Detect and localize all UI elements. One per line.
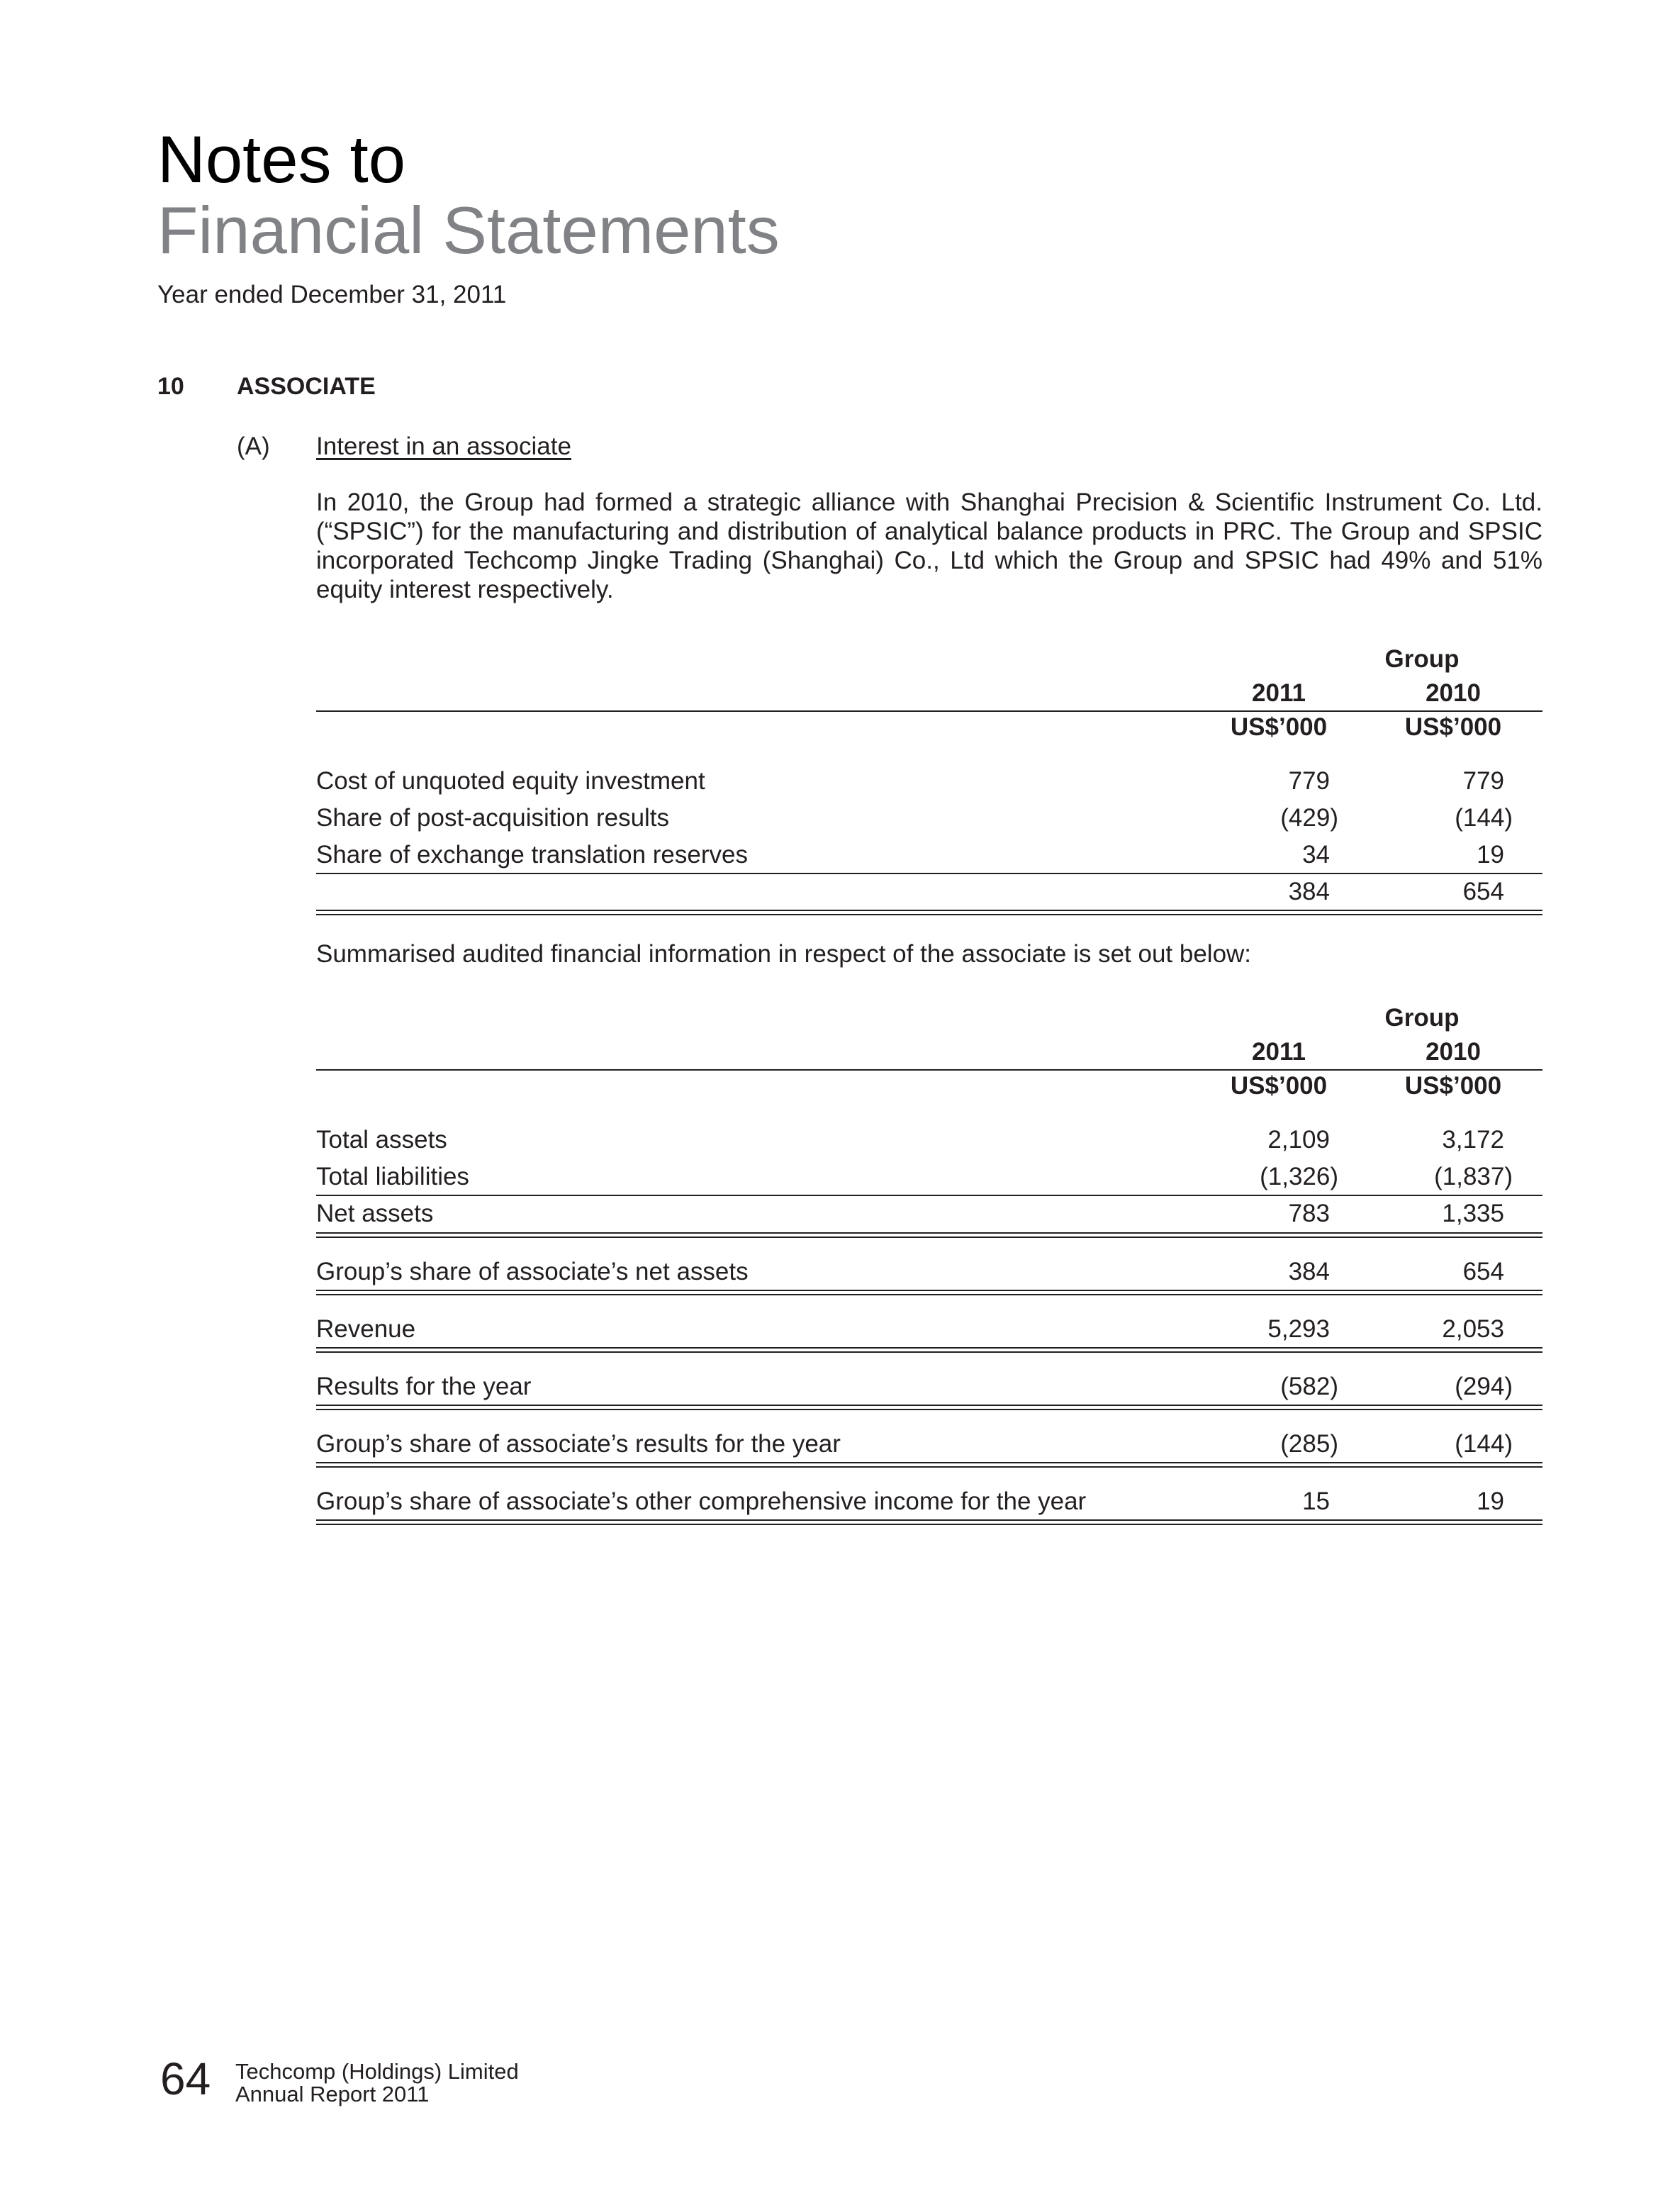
value-2010: 654 xyxy=(1462,1258,1504,1285)
row-rule xyxy=(316,1195,1542,1196)
page-title-line2: Financial Statements xyxy=(157,193,780,267)
unit-header-2011: US$’000 xyxy=(1230,1072,1328,1100)
total-row xyxy=(316,878,1542,909)
year-header-2010: 2010 xyxy=(1426,1038,1481,1066)
value-2010: 779 xyxy=(1462,767,1504,795)
subsection-label: (A) xyxy=(237,432,270,460)
table-row xyxy=(316,1200,1542,1231)
summary-intro-text: Summarised audited financial information in respect of the associate is set out below: xyxy=(316,940,1252,968)
subtotal-rule xyxy=(316,873,1542,874)
value-2010: 2,053 xyxy=(1442,1315,1504,1343)
section-title: ASSOCIATE xyxy=(237,373,376,400)
row-label: Group’s share of associate’s net assets xyxy=(316,1258,749,1285)
group-header: Group xyxy=(1384,645,1460,673)
value-2010: (144) xyxy=(1455,1430,1513,1458)
row-label: Revenue xyxy=(316,1315,416,1343)
table-row xyxy=(316,1430,1542,1461)
value-2010: 1,335 xyxy=(1442,1200,1504,1227)
value-2010: (1,837) xyxy=(1434,1163,1513,1190)
double-rule xyxy=(316,1347,1542,1353)
intro-paragraph: In 2010, the Group had formed a strategic alliance with Shanghai Precision & Scientific Instrument Co. Ltd. (“SPSIC”) for the manufacturing and distribution of analytical balance products in PRC. The Group and SPSIC incorporated Techcomp Jingke Trading (Shanghai) Co., Ltd which the Group and SPSIC had 49% and 51% equity interest respectively. xyxy=(316,489,1542,603)
footer-report: Annual Report 2011 xyxy=(235,2082,430,2106)
subsection-title: Interest in an associate xyxy=(316,432,571,460)
page-number: 64 xyxy=(160,2053,211,2104)
row-label: Results for the year xyxy=(316,1373,532,1400)
value-2011: (285) xyxy=(1280,1430,1338,1458)
row-label: Net assets xyxy=(316,1200,434,1227)
value-2010: 19 xyxy=(1477,1487,1504,1515)
value-2010: 19 xyxy=(1477,841,1504,869)
value-2010: 3,172 xyxy=(1442,1126,1504,1154)
page-title-line1: Notes to xyxy=(157,122,406,196)
unit-header-2010: US$’000 xyxy=(1404,1072,1502,1100)
footer-company: Techcomp (Holdings) Limited xyxy=(235,2059,519,2084)
table-row xyxy=(316,1487,1542,1519)
value-2011: 5,293 xyxy=(1267,1315,1330,1343)
group-header: Group xyxy=(1384,1004,1460,1032)
value-2011: 783 xyxy=(1288,1200,1330,1227)
double-rule xyxy=(316,1405,1542,1410)
table-row xyxy=(316,804,1542,835)
value-2010: (144) xyxy=(1455,804,1513,832)
value-2010: (294) xyxy=(1455,1373,1513,1400)
table-row xyxy=(316,767,1542,798)
row-label: Share of post-acquisition results xyxy=(316,804,670,832)
unit-header-2011: US$’000 xyxy=(1230,713,1328,741)
double-rule xyxy=(316,1462,1542,1468)
value-2011: 2,109 xyxy=(1267,1126,1330,1154)
table-row xyxy=(316,1163,1542,1194)
double-rule xyxy=(316,1232,1542,1238)
row-label: Cost of unquoted equity investment xyxy=(316,767,705,795)
total-double-rule xyxy=(316,910,1542,915)
value-2011: (429) xyxy=(1280,804,1338,832)
row-label: Group’s share of associate’s other comprehensive income for the year xyxy=(316,1487,1087,1515)
value-2011: 384 xyxy=(1288,1258,1330,1285)
year-header-2010: 2010 xyxy=(1426,679,1481,707)
header-rule xyxy=(316,710,1542,712)
value-2011: 779 xyxy=(1288,767,1330,795)
double-rule xyxy=(316,1290,1542,1295)
total-2010: 654 xyxy=(1462,878,1504,905)
value-2011: (582) xyxy=(1280,1373,1338,1400)
row-label: Group’s share of associate’s results for the year xyxy=(316,1430,841,1458)
value-2011: 34 xyxy=(1302,841,1330,869)
page-subtitle: Year ended December 31, 2011 xyxy=(157,281,507,308)
year-header-2011: 2011 xyxy=(1252,679,1306,707)
table-row xyxy=(316,1315,1542,1346)
value-2011: (1,326) xyxy=(1260,1163,1338,1190)
table-row xyxy=(316,1373,1542,1404)
year-header-2011: 2011 xyxy=(1252,1038,1306,1066)
header-rule xyxy=(316,1069,1542,1071)
row-label: Total liabilities xyxy=(316,1163,469,1190)
value-2011: 15 xyxy=(1302,1487,1330,1515)
table-row xyxy=(316,1126,1542,1157)
section-number: 10 xyxy=(157,373,184,400)
row-label: Total assets xyxy=(316,1126,447,1154)
row-label: Share of exchange translation reserves xyxy=(316,841,748,869)
total-2011: 384 xyxy=(1288,878,1330,905)
table-row xyxy=(316,1258,1542,1289)
double-rule xyxy=(316,1519,1542,1525)
unit-header-2010: US$’000 xyxy=(1404,713,1502,741)
table-row xyxy=(316,841,1542,872)
